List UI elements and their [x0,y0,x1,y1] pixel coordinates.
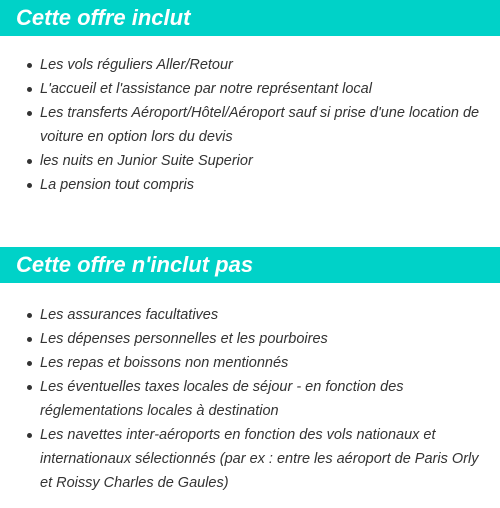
list-item [40,173,494,197]
excluded-title: Cette offre n'inclut pas [0,247,500,283]
bullet-icon [27,313,32,318]
list-item [40,351,494,375]
list-item [40,327,494,351]
list-item-text: Les transferts Aéroport/Hôtel/Aéroport sauf si prise d'une location de voiture en option lors du devis [40,105,480,145]
list-item [40,375,494,423]
bullet-icon [27,63,32,68]
list-item-text: Les vols réguliers Aller/Retour [40,57,233,73]
list-item [40,303,494,327]
bullet-icon [27,337,32,342]
included-section [0,0,500,197]
list-item-text: Les dépenses personnelles et les pourboires [40,331,328,347]
list-item-text: La pension tout compris [40,177,194,193]
list-item [40,423,494,495]
excluded-section [0,247,500,495]
excluded-list [0,303,500,495]
bullet-icon [27,183,32,188]
list-item-text: Les assurances facultatives [40,307,219,323]
list-item [40,53,494,77]
list-item-text: Les repas et boissons non mentionnés [40,355,289,371]
bullet-icon [27,87,32,92]
bullet-icon [27,361,32,366]
list-item-text: les nuits en Junior Suite Superior [40,153,253,169]
bullet-icon [27,159,32,164]
list-item-text: Les éventuelles taxes locales de séjour - en fonction des réglementations locales à destination [40,379,404,419]
list-item-text: Les navettes inter-aéroports en fonction des vols nationaux et internationaux sélectionnés (par ex : entre les aéroport de Paris Orly et Roissy Charles de Gaules) [40,427,479,491]
included-title: Cette offre inclut [0,0,500,36]
list-item [40,77,494,101]
bullet-icon [27,433,32,438]
list-item-text: L'accueil et l'assistance par notre représentant local [40,81,372,97]
bullet-icon [27,385,32,390]
list-item [40,149,494,173]
included-list [0,53,500,197]
bullet-icon [27,111,32,116]
list-item [40,101,494,149]
